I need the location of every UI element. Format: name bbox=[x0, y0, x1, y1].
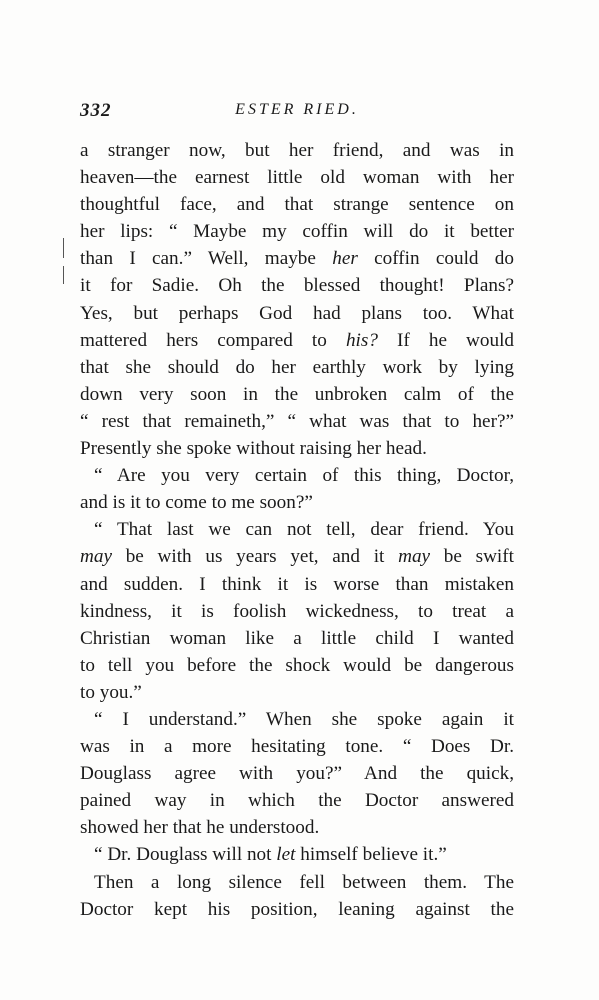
text-segment: down very soon in the unbroken calm of the bbox=[80, 383, 514, 405]
text-segment: kindness, it is foolish wickedness, to treat a bbox=[80, 600, 514, 622]
text-line bbox=[80, 164, 514, 191]
italic-text: let bbox=[276, 844, 296, 866]
text-segment: If he would bbox=[377, 329, 515, 351]
text-segment: “ Dr. Douglass will not bbox=[94, 844, 277, 866]
text-line bbox=[80, 841, 514, 868]
body-text bbox=[80, 137, 514, 923]
text-line bbox=[80, 706, 514, 733]
text-line bbox=[80, 272, 514, 299]
text-line bbox=[80, 516, 514, 543]
text-segment: than I can.” Well, maybe bbox=[80, 248, 333, 270]
text-line bbox=[80, 869, 514, 896]
text-segment: that she should do her earthly work by lying bbox=[80, 356, 514, 378]
text-segment: mattered hers compared to bbox=[80, 329, 346, 351]
text-line bbox=[80, 652, 514, 679]
text-line bbox=[80, 300, 514, 327]
italic-text: may bbox=[398, 546, 431, 568]
text-line bbox=[80, 218, 514, 245]
running-head bbox=[80, 100, 514, 128]
text-line bbox=[80, 408, 514, 435]
text-line bbox=[80, 245, 514, 272]
text-segment: Presently she spoke without raising her head. bbox=[80, 438, 427, 460]
text-segment: Douglass agree with you?” And the quick, bbox=[80, 763, 514, 785]
text-segment: “ Are you very certain of this thing, Doctor, bbox=[94, 465, 514, 487]
text-segment: thoughtful face, and that strange sentence on bbox=[80, 194, 514, 216]
text-line bbox=[80, 327, 514, 354]
text-segment: Then a long silence fell between them. The bbox=[94, 871, 514, 893]
margin-mark bbox=[63, 238, 64, 258]
text-segment: her lips: “ Maybe my coffin will do it better bbox=[80, 221, 514, 243]
text-line bbox=[80, 733, 514, 760]
text-line bbox=[80, 489, 514, 516]
text-line bbox=[80, 625, 514, 652]
text-segment: “ I understand.” When she spoke again it bbox=[94, 708, 514, 730]
text-line bbox=[80, 814, 514, 841]
text-segment: Doctor kept his position, leaning against the bbox=[80, 898, 514, 920]
text-line bbox=[80, 598, 514, 625]
text-line bbox=[80, 435, 514, 462]
text-line bbox=[80, 679, 514, 706]
text-line bbox=[80, 760, 514, 787]
text-segment: showed her that he understood. bbox=[80, 817, 320, 839]
text-line bbox=[80, 137, 514, 164]
text-segment: pained way in which the Doctor answered bbox=[80, 790, 514, 812]
text-line bbox=[80, 787, 514, 814]
text-line bbox=[80, 462, 514, 489]
text-segment: it for Sadie. Oh the blessed thought! Plans? bbox=[80, 275, 514, 297]
text-segment: to tell you before the shock would be dangerous bbox=[80, 654, 514, 676]
text-segment: “ rest that remaineth,” “ what was that to her?” bbox=[80, 410, 514, 432]
text-line bbox=[80, 896, 514, 923]
text-segment: heaven—the earnest little old woman with her bbox=[80, 167, 514, 189]
text-segment: Christian woman like a little child I wanted bbox=[80, 627, 514, 649]
italic-text: may bbox=[80, 546, 112, 568]
text-segment: to you.” bbox=[80, 681, 142, 703]
margin-mark bbox=[63, 266, 64, 284]
text-line bbox=[80, 571, 514, 598]
text-segment: “ That last we can not tell, dear friend. You bbox=[94, 519, 514, 541]
page-number: 332 bbox=[80, 100, 112, 121]
text-line bbox=[80, 354, 514, 381]
italic-text: his? bbox=[345, 329, 378, 351]
text-line bbox=[80, 381, 514, 408]
text-segment: and is it to come to me soon?” bbox=[80, 492, 313, 514]
text-segment: a stranger now, but her friend, and was in bbox=[80, 140, 514, 161]
text-segment: and sudden. I think it is worse than mistaken bbox=[80, 573, 514, 595]
text-segment: be with us years yet, and it bbox=[111, 546, 399, 568]
text-segment: be swift bbox=[430, 546, 514, 568]
text-segment: was in a more hesitating tone. “ Does Dr. bbox=[80, 736, 514, 758]
running-title: ESTER RIED. bbox=[235, 101, 359, 118]
text-segment: Yes, but perhaps God had plans too. What bbox=[80, 302, 514, 324]
text-segment: coffin could do bbox=[357, 248, 514, 270]
text-segment: himself believe it.” bbox=[295, 844, 447, 866]
text-line bbox=[80, 543, 514, 570]
italic-text: her bbox=[332, 248, 358, 270]
text-line bbox=[80, 191, 514, 218]
